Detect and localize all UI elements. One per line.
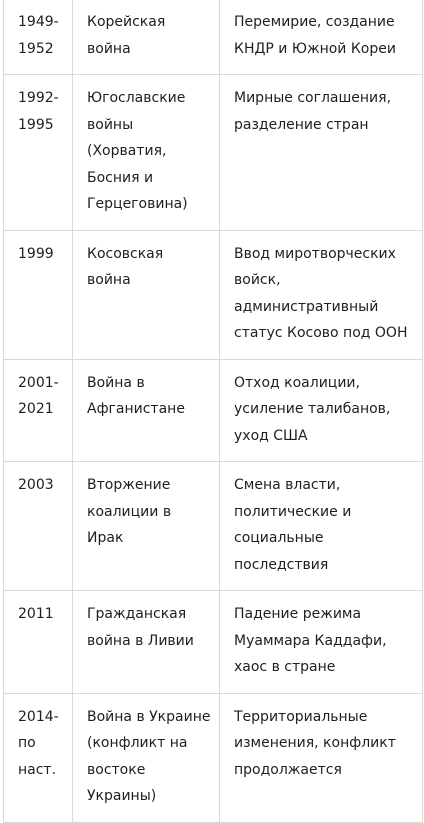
- table-row: [4, 0, 423, 75]
- conflict-cell: Югославские войны (Хорватия, Босния и Герцеговина): [73, 75, 220, 231]
- result-cell: Смена власти, политические и социальные последствия: [220, 462, 423, 591]
- result-cell: Падение режима Муаммара Каддафи, хаос в стране: [220, 591, 423, 694]
- conflicts-table: [3, 0, 423, 823]
- year-cell: 2014-по наст.: [4, 693, 73, 822]
- conflict-cell: Война в Афганистане: [73, 359, 220, 462]
- conflict-cell: Война в Украине (конфликт на востоке Украины): [73, 693, 220, 822]
- result-cell: Мирные соглашения, разделение стран: [220, 75, 423, 231]
- year-cell: 2011: [4, 591, 73, 694]
- result-cell: Перемирие, создание КНДР и Южной Кореи: [220, 0, 423, 75]
- year-cell: 1949-1952: [4, 0, 73, 75]
- result-cell: Отход коалиции, усиление талибанов, уход США: [220, 359, 423, 462]
- year-cell: 1992-1995: [4, 75, 73, 231]
- conflict-cell: Гражданская война в Ливии: [73, 591, 220, 694]
- table-row: [4, 591, 423, 694]
- conflict-cell: Вторжение коалиции в Ирак: [73, 462, 220, 591]
- year-cell: 2003: [4, 462, 73, 591]
- result-cell: Ввод миротворческих войск, административный статус Косово под ООН: [220, 230, 423, 359]
- conflict-cell: Корейская война: [73, 0, 220, 75]
- year-cell: 2001-2021: [4, 359, 73, 462]
- table-row: [4, 75, 423, 231]
- table-row: [4, 462, 423, 591]
- conflicts-table-body: [4, 0, 423, 822]
- year-cell: 1999: [4, 230, 73, 359]
- conflict-cell: Косовская война: [73, 230, 220, 359]
- table-row: [4, 693, 423, 822]
- result-cell: Территориальные изменения, конфликт продолжается: [220, 693, 423, 822]
- table-row: [4, 359, 423, 462]
- table-row: [4, 230, 423, 359]
